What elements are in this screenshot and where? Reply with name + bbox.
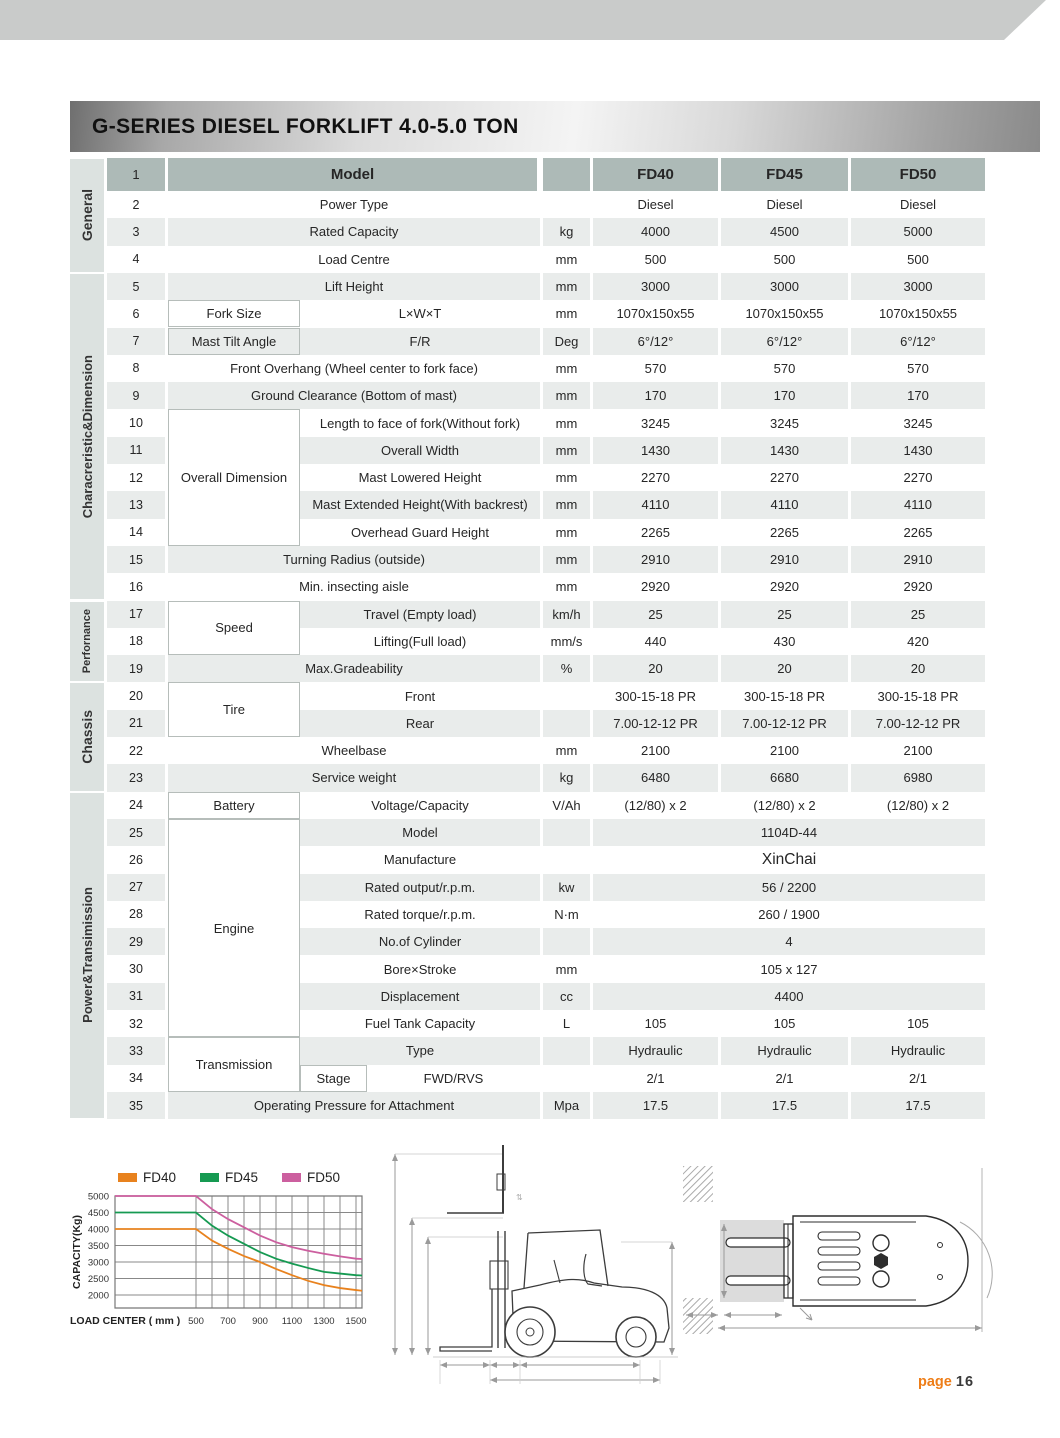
value-cell-fd45: 7.00-12-12 PR <box>742 715 827 731</box>
value-cell-fd50: 570 <box>907 360 929 376</box>
spec-label: Rated output/r.p.m. <box>364 879 476 895</box>
row-number: 12 <box>129 470 143 485</box>
value-cell-fd40: 1070x150x55 <box>616 306 695 322</box>
value-cell-fd40: 440 <box>644 633 667 649</box>
category-power-transimission: Power&Transimission <box>70 793 104 1119</box>
spec-label: Operating Pressure for Attachment <box>253 1098 455 1114</box>
value-cell-fd40: 4000 <box>641 224 670 240</box>
group-label-speed: Speed <box>168 601 300 656</box>
unit-cell: L <box>562 1016 571 1032</box>
value-cell-fd40: 2/1 <box>646 1070 665 1086</box>
spec-label: Turning Radius (outside) <box>283 552 425 568</box>
row-number: 28 <box>129 907 143 922</box>
svg-text:3000: 3000 <box>87 1257 109 1269</box>
value-cell-fd45: 2910 <box>770 552 799 568</box>
unit-cell: mm <box>555 442 578 458</box>
value-cell-fd45: (12/80) x 2 <box>753 797 816 813</box>
value-cell-fd50: 5000 <box>903 224 933 240</box>
row-number: 4 <box>132 252 140 267</box>
value-cell-fd45: 105 <box>773 1016 796 1032</box>
svg-text:LOAD CENTER ( mm ): LOAD CENTER ( mm ) <box>70 1315 181 1327</box>
row-number: 13 <box>129 497 143 512</box>
legend-swatch <box>118 1173 137 1182</box>
value-cell-fd40: (12/80) x 2 <box>624 797 687 813</box>
unit-cell: cc <box>560 988 573 1004</box>
page-digits: 16 <box>955 1374 975 1390</box>
value-cell-fd45: 300-15-18 PR <box>744 688 825 704</box>
value-cell-fd45: 2/1 <box>775 1070 794 1086</box>
group-label-tire: Tire <box>168 682 300 737</box>
svg-text:4500: 4500 <box>87 1208 109 1219</box>
value-cell-fd40: 500 <box>644 251 667 267</box>
value-cell-fd45: 3245 <box>770 415 799 431</box>
value-cell-fd40: 4110 <box>641 497 670 513</box>
value-cell-fd40: 7.00-12-12 PR <box>613 715 698 731</box>
value-cell-fd45: 430 <box>773 633 796 649</box>
unit-cell: mm <box>555 306 578 322</box>
row-number: 24 <box>129 798 143 813</box>
value-cell-fd50: 6980 <box>903 770 933 786</box>
value-cell-fd50: 3000 <box>903 279 933 295</box>
model-header: Model <box>330 166 375 183</box>
unit-cell: mm <box>555 552 578 568</box>
value-cell-fd40: 20 <box>648 661 663 677</box>
value-cell-fd45: 570 <box>773 360 796 376</box>
row-number: 2 <box>132 197 140 212</box>
value-cell-fd45: 2920 <box>770 579 799 595</box>
value-cell-merged: 56 / 2200 <box>761 879 817 895</box>
spec-label: Bore×Stroke <box>383 961 457 977</box>
model-name-fd45: FD45 <box>766 166 803 183</box>
value-cell-fd45: 25 <box>777 606 792 622</box>
category-perfornance: Perfornance <box>70 602 104 682</box>
value-cell-fd50: 2910 <box>903 552 933 568</box>
legend-item-fd45: FD45 <box>200 1170 258 1185</box>
spec-label: Displacement <box>380 988 460 1004</box>
model-name-fd40: FD40 <box>637 166 674 183</box>
unit-cell: % <box>560 661 573 677</box>
title-bar <box>70 101 1040 152</box>
unit-cell: mm <box>555 743 578 759</box>
svg-text:3500: 3500 <box>87 1241 109 1252</box>
unit-cell: mm <box>555 961 578 977</box>
value-cell-fd45: 6°/12° <box>766 333 803 349</box>
spec-table <box>70 158 985 1120</box>
row-number: 14 <box>129 525 143 540</box>
value-cell-fd50: 25 <box>910 606 926 622</box>
capacity-chart <box>70 1164 382 1342</box>
svg-text:5000: 5000 <box>87 1191 109 1203</box>
row-number: 7 <box>132 334 140 349</box>
row-number: 23 <box>129 770 143 785</box>
unit-cell: mm <box>555 579 578 595</box>
page-word: page <box>918 1374 952 1390</box>
value-cell-fd50: 2265 <box>903 524 933 540</box>
spec-label: Max.Gradeability <box>305 661 403 677</box>
value-cell-fd50: 3245 <box>903 415 933 431</box>
unit-cell: mm <box>555 524 578 540</box>
unit-cell: mm <box>555 360 578 376</box>
spec-label: Min. insecting aisle <box>299 579 409 595</box>
value-cell-fd45: 20 <box>777 661 792 677</box>
value-cell-fd50: 1430 <box>903 442 933 458</box>
row-number: 17 <box>129 607 143 622</box>
svg-text:1500: 1500 <box>345 1316 367 1327</box>
value-cell-fd40: 6°/12° <box>637 333 674 349</box>
row-number: 21 <box>129 716 143 731</box>
value-cell-fd50: 420 <box>907 633 929 649</box>
svg-text:500: 500 <box>188 1316 204 1327</box>
value-cell-fd50: 500 <box>907 251 929 267</box>
legend-swatch <box>200 1173 219 1182</box>
legend-item-fd50: FD50 <box>282 1170 340 1185</box>
spec-label: Service weight <box>311 770 397 786</box>
value-cell-merged: 260 / 1900 <box>758 906 820 922</box>
value-cell-fd50: 1070x150x55 <box>878 306 958 322</box>
spec-label: Mast Lowered Height <box>358 470 482 486</box>
value-cell-fd40: 105 <box>644 1016 667 1032</box>
value-cell-fd40: 300-15-18 PR <box>615 688 696 704</box>
spec-label: F/R <box>409 333 431 349</box>
spec-label: Manufacture <box>383 852 457 868</box>
value-cell-fd50: 105 <box>907 1016 929 1032</box>
page-title: G-SERIES DIESEL FORKLIFT 4.0-5.0 TON <box>92 114 519 138</box>
spec-label: L×W×T <box>398 306 442 322</box>
value-cell-fd40: 570 <box>644 360 667 376</box>
top-decor-bar <box>0 0 1060 40</box>
value-cell-fd40: 1430 <box>641 442 670 458</box>
group-label-transmission: Transmission <box>168 1037 300 1092</box>
value-cell-fd50: 170 <box>907 388 929 404</box>
group-label-mast-tilt-angle: Mast Tilt Angle <box>168 328 300 355</box>
value-cell-fd40: 25 <box>648 606 663 622</box>
svg-text:2000: 2000 <box>87 1290 109 1302</box>
value-cell-fd40: 2265 <box>641 524 670 540</box>
spec-label: Ground Clearance (Bottom of mast) <box>251 388 457 404</box>
spec-label: Mast Extended Height(With backrest) <box>312 497 528 513</box>
value-cell-fd45: 2100 <box>770 743 799 759</box>
spec-label: No.of Cylinder <box>378 934 462 950</box>
value-cell-merged: XinChai <box>761 850 817 868</box>
spec-label: Voltage/Capacity <box>371 797 469 813</box>
value-cell-fd45: 500 <box>773 251 796 267</box>
unit-cell: Deg <box>554 333 579 349</box>
row-number: 35 <box>129 1098 143 1113</box>
svg-text:1300: 1300 <box>313 1316 335 1327</box>
category-general: General <box>70 159 104 272</box>
group-label-battery: Battery <box>168 792 300 819</box>
row-number: 11 <box>129 443 143 458</box>
row-number: 6 <box>132 306 140 321</box>
spec-label: Lift Height <box>324 279 384 295</box>
value-cell-fd50: 2920 <box>903 579 933 595</box>
row-number: 16 <box>129 579 143 594</box>
value-cell-fd50: 2100 <box>903 743 933 759</box>
value-cell-fd50: 17.5 <box>905 1098 931 1114</box>
page-number <box>918 1374 974 1390</box>
value-cell-fd50: 4110 <box>904 497 932 513</box>
spec-label: Type <box>405 1043 435 1059</box>
value-cell-merged: 1104D-44 <box>760 825 818 841</box>
row-number: 20 <box>129 689 143 704</box>
value-cell-fd40: 2910 <box>641 552 670 568</box>
value-cell-merged: 4 <box>785 934 793 950</box>
value-cell-fd45: 170 <box>773 388 796 404</box>
row-number: 9 <box>132 388 140 403</box>
row-number: 25 <box>129 825 143 840</box>
chart-legend <box>118 1170 340 1185</box>
legend-swatch <box>282 1173 301 1182</box>
row-number: 5 <box>132 279 140 294</box>
row-number: 32 <box>129 1016 143 1031</box>
value-cell-fd50: 7.00-12-12 PR <box>875 715 961 731</box>
value-cell-fd40: Diesel <box>637 197 674 213</box>
group-label-engine: Engine <box>168 819 300 1037</box>
spec-label: Load Centre <box>318 251 390 267</box>
unit-cell: kw <box>558 879 575 895</box>
value-cell-fd45: 17.5 <box>771 1098 798 1114</box>
value-cell-fd50: 2270 <box>903 470 933 486</box>
header-row-number: 1 <box>132 167 140 182</box>
unit-cell: mm <box>555 497 578 513</box>
spec-label: Rear <box>405 715 435 731</box>
unit-cell: Mpa <box>553 1098 580 1114</box>
spec-label: Length to face of fork(Without fork) <box>319 415 521 431</box>
svg-text:1100: 1100 <box>281 1316 303 1327</box>
group-label-overall-dimension: Overall Dimension <box>168 409 300 546</box>
row-number: 34 <box>129 1071 143 1086</box>
value-cell-fd45: Diesel <box>766 197 803 213</box>
value-cell-fd50: 6°/12° <box>900 333 936 349</box>
value-cell-fd50: 20 <box>910 661 926 677</box>
spec-label: Front Overhang (Wheel center to fork face) <box>230 360 478 376</box>
value-cell-fd40: 2270 <box>641 470 670 486</box>
row-number: 10 <box>129 416 143 431</box>
value-cell-fd40: Hydraulic <box>628 1043 683 1059</box>
value-cell-merged: 4400 <box>774 988 804 1004</box>
row-number: 27 <box>129 880 143 895</box>
row-number: 26 <box>129 852 143 867</box>
value-cell-fd40: 170 <box>644 388 667 404</box>
value-cell-fd50: 2/1 <box>908 1070 928 1086</box>
value-cell-fd45: 4110 <box>770 497 799 513</box>
category-chassis: Chassis <box>70 683 104 790</box>
value-cell-fd50: Hydraulic <box>890 1043 946 1059</box>
spec-label: Travel (Empty load) <box>363 606 477 622</box>
value-cell-fd45: 1070x150x55 <box>745 306 824 322</box>
unit-cell: mm/s <box>550 633 583 649</box>
svg-text:CAPACITY(Kg): CAPACITY(Kg) <box>71 1215 83 1289</box>
value-cell-fd45: 4500 <box>770 224 799 240</box>
value-cell-fd45: 2270 <box>770 470 799 486</box>
value-cell-merged: 105 x 127 <box>760 961 818 977</box>
svg-text:⇅: ⇅ <box>516 1193 523 1202</box>
row-number: 30 <box>129 962 143 977</box>
value-cell-fd45: 2265 <box>770 524 799 540</box>
unit-cell: N·m <box>554 906 579 922</box>
spec-label: Rated Capacity <box>309 224 399 240</box>
spec-label: Power Type <box>319 197 389 213</box>
row-number: 3 <box>132 224 140 239</box>
svg-text:700: 700 <box>220 1316 236 1327</box>
unit-cell: mm <box>555 470 578 486</box>
value-cell-fd45: 3000 <box>770 279 799 295</box>
unit-cell: mm <box>555 251 578 267</box>
row-number: 19 <box>129 661 143 676</box>
unit-cell: V/Ah <box>552 797 581 813</box>
row-number: 33 <box>129 1043 143 1058</box>
group-label-stage: Stage <box>300 1065 367 1092</box>
unit-cell: kg <box>559 770 574 786</box>
value-cell-fd40: 6480 <box>641 770 670 786</box>
value-cell-fd50: (12/80) x 2 <box>886 797 950 813</box>
svg-text:4000: 4000 <box>87 1224 109 1236</box>
spec-label: Wheelbase <box>321 743 387 759</box>
svg-text:2500: 2500 <box>87 1274 109 1285</box>
spec-label: Model <box>402 825 438 841</box>
spec-label: Rated torque/r.p.m. <box>364 906 476 922</box>
value-cell-fd40: 3245 <box>641 415 670 431</box>
spec-label: Fuel Tank Capacity <box>364 1016 476 1032</box>
spec-label: Overall Width <box>380 442 460 458</box>
svg-text:900: 900 <box>252 1316 268 1327</box>
capacity-chart-plot <box>70 1188 382 1340</box>
row-number: 18 <box>129 634 143 649</box>
forklift-top-view-diagram <box>678 1150 1000 1354</box>
unit-cell: mm <box>555 388 578 404</box>
value-cell-fd50: 300-15-18 PR <box>877 688 959 704</box>
value-cell-fd40: 2920 <box>641 579 670 595</box>
value-cell-fd40: 3000 <box>641 279 670 295</box>
value-cell-fd45: 6680 <box>770 770 799 786</box>
unit-cell: mm <box>555 279 578 295</box>
row-number: 29 <box>129 934 143 949</box>
spec-label: FWD/RVS <box>423 1070 484 1086</box>
value-cell-fd40: 17.5 <box>642 1098 669 1114</box>
spec-label: Overhead Guard Height <box>350 524 490 540</box>
row-number: 15 <box>129 552 143 567</box>
spec-label: Front <box>404 688 436 704</box>
group-label-fork-size: Fork Size <box>168 300 300 327</box>
value-cell-fd45: Hydraulic <box>757 1043 812 1059</box>
unit-cell: kg <box>559 224 574 240</box>
forklift-side-view-diagram <box>378 1136 684 1408</box>
value-cell-fd45: 1430 <box>770 442 799 458</box>
value-cell-fd50: Diesel <box>899 197 937 213</box>
row-number: 31 <box>129 989 143 1004</box>
category-characreristic-dimension: Characreristic&Dimension <box>70 274 104 600</box>
spec-label: Lifting(Full load) <box>373 633 467 649</box>
unit-cell: km/h <box>552 606 581 622</box>
unit-cell: mm <box>555 415 578 431</box>
value-cell-fd40: 2100 <box>641 743 670 759</box>
row-number: 8 <box>132 361 140 376</box>
model-name-fd50: FD50 <box>899 166 937 183</box>
row-number: 22 <box>129 743 143 758</box>
legend-item-fd40: FD40 <box>118 1170 176 1185</box>
